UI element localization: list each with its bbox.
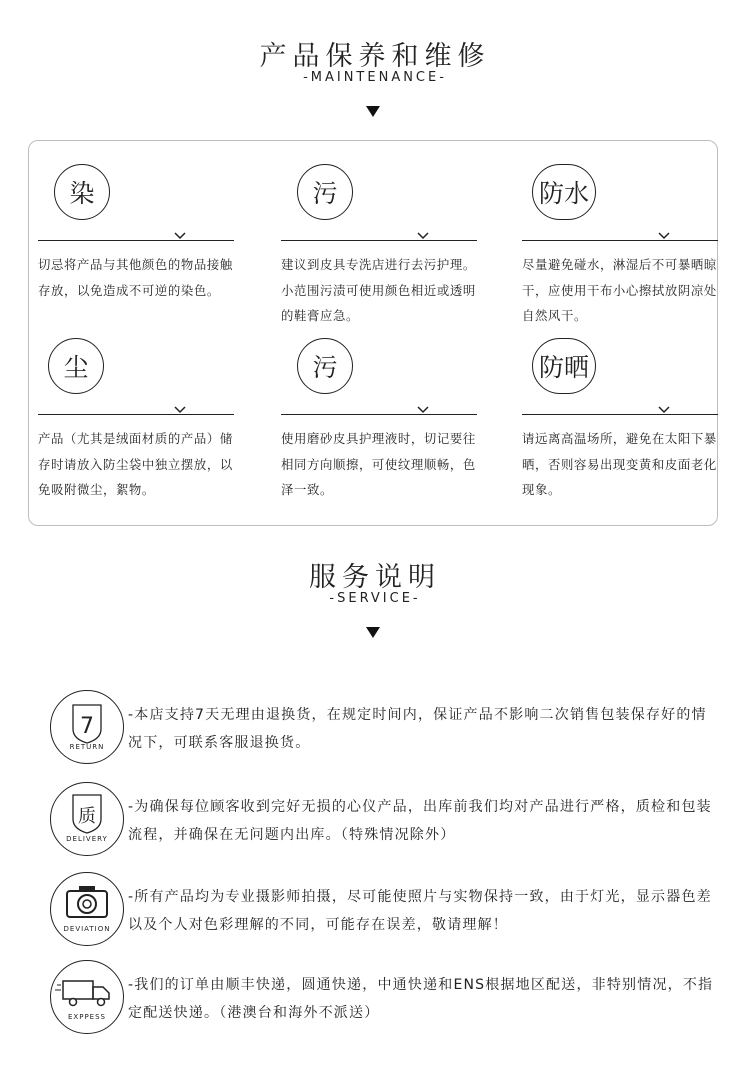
return-badge (50, 690, 124, 764)
waterproof-badge: 防水 (532, 164, 596, 220)
return-text: -本店支持7天无理由退换货，在规定时间内，保证产品不影响二次销售包装保存好的情况下，可联系客服退换货。 (128, 707, 707, 751)
deviation-text: -所有产品均为专业摄影师拍摄，尽可能使照片与实物保持一致，由于灯光，显示器色差以及个人对色彩理解的不同，可能存在误差，敬请理解！ (128, 889, 712, 933)
care-desc: 建议到皮具专洗店进行去污护理。小范围污渍可使用颜色相近或透明的鞋膏应急。 (281, 257, 476, 323)
care-desc: 产品（尤其是绒面材质的产品）储存时请放入防尘袋中独立摆放，以免吸附微尘，絮物。 (38, 431, 233, 497)
dye-badge: 染 (54, 164, 110, 220)
down-triangle-icon (366, 106, 380, 117)
truck-icon (51, 961, 123, 1033)
maintenance-title: 产品保养和维修 (259, 41, 491, 72)
sunproof-badge: 防晒 (532, 338, 596, 394)
divider (38, 240, 234, 241)
delivery-label: DELIVERY (66, 835, 108, 843)
care-desc: 切忌将产品与其他颜色的物品接触存放，以免造成不可逆的染色。 (38, 257, 233, 298)
dust-badge: 尘 (48, 338, 104, 394)
service-title: 服务说明 (309, 562, 441, 593)
maintenance-subtitle: -MAINTENANCE- (303, 70, 447, 85)
divider (522, 414, 718, 415)
divider (281, 240, 477, 241)
express-text: -我们的订单由顺丰快递，圆通快递，中通快递和ENS根据地区配送，非特别情况，不指定配送快递。（港澳台和海外不派送） (128, 977, 714, 1021)
service-subtitle: -SERVICE- (329, 591, 421, 606)
return-label: RETURN (69, 743, 105, 751)
service-item-delivery (50, 782, 710, 862)
deviation-badge (50, 872, 124, 946)
service-item-deviation (50, 872, 710, 952)
divider (281, 414, 477, 415)
seven-shield-icon (51, 691, 123, 763)
delivery-text: -为确保每位顾客收到完好无损的心仪产品，出库前我们均对产品进行严格，质检和包装流程，并确保在无问题内出库。（特殊情况除外） (128, 799, 712, 843)
deviation-label: DEVIATION (63, 925, 111, 933)
svg-text:质: 质 (78, 806, 96, 827)
quality-shield-icon (51, 783, 123, 855)
express-badge (50, 960, 124, 1034)
care-desc: 使用磨砂皮具护理液时，切记要往相同方向顺擦，可使纹理顺畅，色泽一致。 (281, 431, 476, 497)
stain-badge: 污 (297, 164, 353, 220)
express-label: EXPPESS (68, 1013, 106, 1021)
delivery-badge (50, 782, 124, 856)
care-desc: 请远离高温场所，避免在太阳下暴晒，否则容易出现变黄和皮面老化现象。 (522, 431, 717, 497)
service-item-return (50, 690, 710, 770)
care-desc: 尽量避免碰水，淋湿后不可暴晒晾干，应使用干布小心擦拭放阴凉处自然风干。 (522, 257, 717, 323)
suede-badge: 污 (297, 338, 353, 394)
down-triangle-icon (366, 627, 380, 638)
svg-text:7: 7 (80, 714, 94, 739)
divider (522, 240, 718, 241)
divider (38, 414, 234, 415)
camera-icon (51, 873, 123, 945)
service-item-express (50, 960, 714, 1040)
